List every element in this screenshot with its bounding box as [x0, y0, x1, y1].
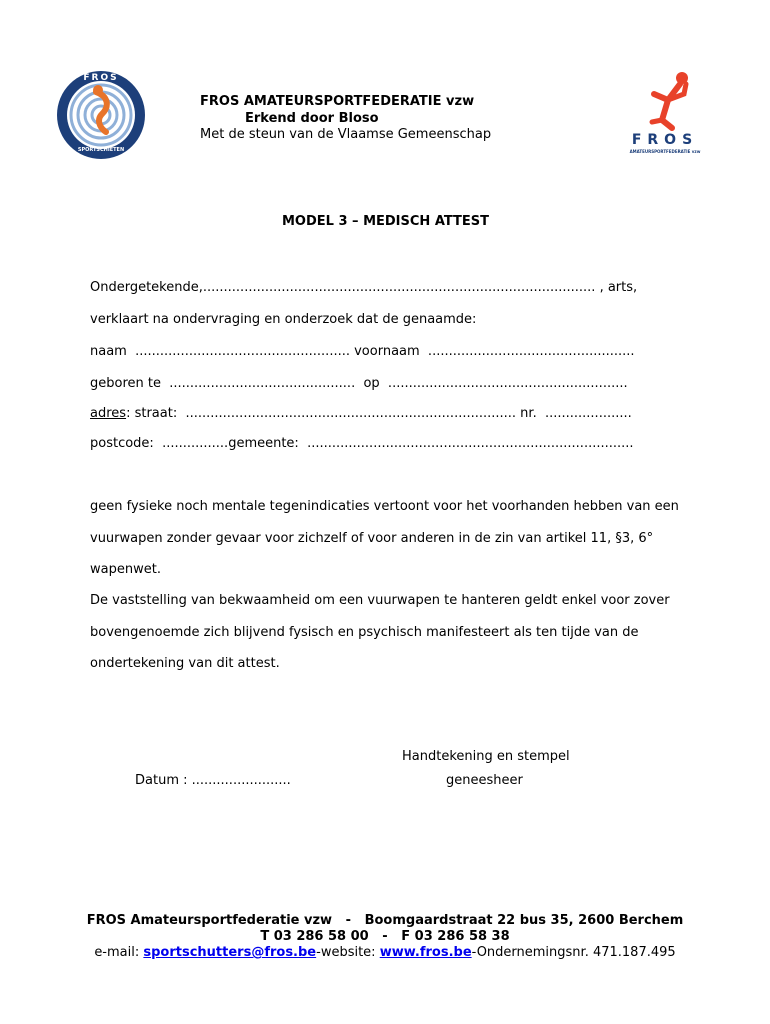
body-p2-line3: ondertekening van dit attest.: [90, 656, 280, 671]
footer-phone: T 03 286 58 00 - F 03 286 58 38: [260, 929, 510, 944]
body-p1-line2: vuurwapen zonder gevaar voor zichzelf of voor anderen in de zin van artikel 11, §3, 6°: [90, 531, 654, 546]
logo-left-bottom-text: SPORTSCHIETEN: [77, 147, 125, 153]
date-field: Datum : ........................: [135, 773, 291, 788]
email-link[interactable]: sportschutters@fros.be: [143, 945, 317, 960]
signature-doctor: geneesheer: [446, 773, 523, 788]
header-org: FROS AMATEURSPORTFEDERATIE vzw: [200, 94, 475, 109]
form-line-undersigned: Ondergetekende,............................................................................................... , arts,: [90, 280, 638, 295]
form-line-name: naam .................................................... voornaam ..................................................: [90, 344, 635, 359]
email-prefix: e-mail:: [94, 945, 144, 960]
form-line-born: geboren te ............................................. op ..........................................................: [90, 376, 628, 391]
body-p1-line3: wapenwet.: [90, 562, 161, 577]
form-line-postcode: postcode: ................gemeente: ...............................................................................: [90, 436, 634, 451]
footer-address: FROS Amateursportfederatie vzw - Boomgaardstraat 22 bus 35, 2600 Berchem: [86, 913, 684, 928]
body-p2-line1: De vaststelling van bekwaamheid om een vuurwapen te hanteren geldt enkel voor zover: [90, 593, 670, 608]
logo-right-subtitle: AMATEURSPORTFEDERATIE vzw: [629, 149, 701, 154]
body-p2-line2: bovengenoemde zich blijvend fysisch en psychisch manifesteert als ten tijde van de: [90, 625, 639, 640]
footer-contact: [0, 945, 770, 960]
website-link[interactable]: www.fros.be: [379, 945, 472, 960]
fros-sportschieten-logo: [56, 70, 146, 160]
address-label: adres: [90, 406, 127, 421]
logo-right-brand: FROS: [631, 132, 699, 148]
form-line-address: [90, 406, 632, 422]
logo-left-top-text: FROS: [83, 73, 119, 83]
header-recognition: Erkend door Bloso: [245, 111, 379, 126]
body-p1-line1: geen fysieke noch mentale tegenindicaties vertoont voor het voorhanden hebben van een: [90, 499, 679, 514]
company-number: -Ondernemingsnr. 471.187.495: [471, 945, 676, 960]
page-title: MODEL 3 – MEDISCH ATTEST: [282, 214, 490, 229]
fros-amateursportfederatie-logo: [622, 70, 708, 160]
form-line-declares: verklaart na ondervraging en onderzoek dat de genaamde:: [90, 312, 477, 327]
signature-label: Handtekening en stempel: [402, 749, 570, 764]
address-rest: : straat: ................................................................................ nr. .....................: [126, 406, 632, 421]
header-support: Met de steun van de Vlaamse Gemeenschap: [200, 127, 492, 142]
website-prefix: -website:: [316, 945, 380, 960]
